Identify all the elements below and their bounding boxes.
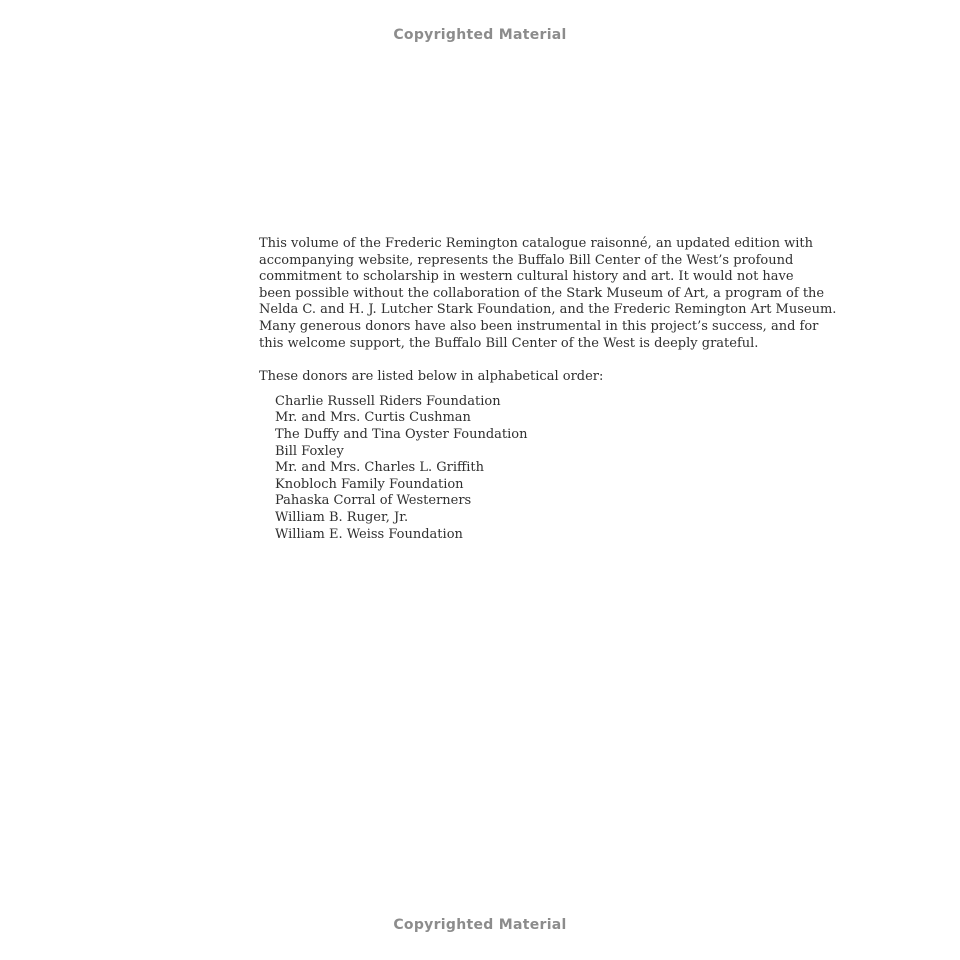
donor-list-intro: These donors are listed below in alphabetical order: <box>259 369 604 385</box>
paragraph-line: accompanying website, represents the Buffalo Bill Center of the West’s profound <box>259 252 794 268</box>
acknowledgment-paragraph <box>259 236 837 352</box>
donor-item: William B. Ruger, Jr. <box>275 509 409 525</box>
paragraph-line: been possible without the collaboration of the Stark Museum of Art, a program of the <box>259 285 825 301</box>
donor-item: The Duffy and Tina Oyster Foundation <box>275 426 528 442</box>
donor-item: Mr. and Mrs. Charles L. Griffith <box>275 460 484 476</box>
donor-item: Pahaska Corral of Westerners <box>275 493 472 509</box>
paragraph-line: commitment to scholarship in western cultural history and art. It would not have <box>259 269 794 285</box>
donor-item: William E. Weiss Foundation <box>275 526 463 542</box>
donor-list <box>259 394 729 543</box>
donor-item: Charlie Russell Riders Foundation <box>275 393 501 409</box>
paragraph-line: Many generous donors have also been instrumental in this project’s success, and for <box>259 318 819 334</box>
donor-item: Knobloch Family Foundation <box>275 476 464 492</box>
donor-item: Bill Foxley <box>275 443 344 459</box>
donor-item: Mr. and Mrs. Curtis Cushman <box>275 410 471 426</box>
paragraph-line: this welcome support, the Buffalo Bill Center of the West is deeply grateful. <box>259 335 759 351</box>
paragraph-line: This volume of the Frederic Remington catalogue raisonné, an updated edition with <box>259 236 813 251</box>
copyright-notice-top: Copyrighted Material <box>393 27 567 43</box>
copyright-notice-bottom: Copyrighted Material <box>393 917 567 933</box>
paragraph-line: Nelda C. and H. J. Lutcher Stark Foundation, and the Frederic Remington Art Museum. <box>259 302 837 318</box>
acknowledgment-block <box>259 236 837 543</box>
